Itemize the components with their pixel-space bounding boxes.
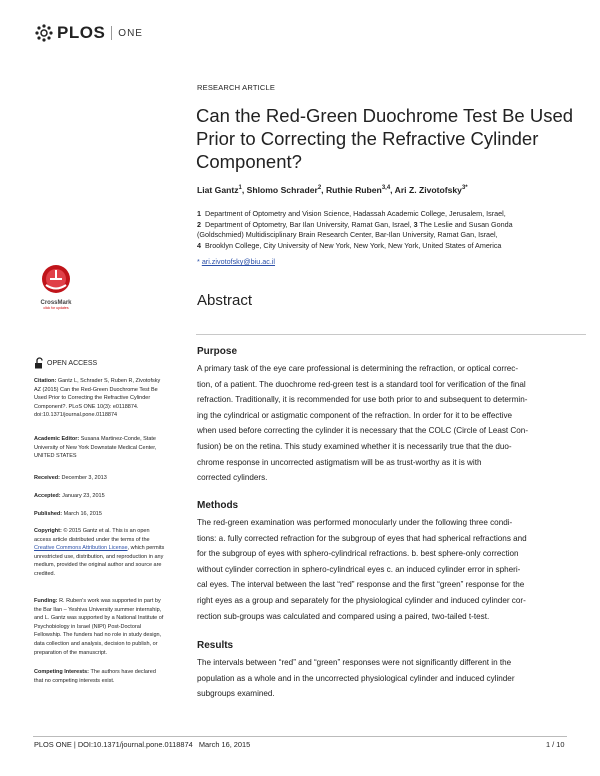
copyright-block xyxy=(34,527,189,579)
footer-divider xyxy=(33,736,567,737)
open-access-label: OPEN ACCESS xyxy=(47,359,98,367)
text-line: ing the cylindrical or astigmatic component of the refraction. In order for it to be effective xyxy=(197,410,513,420)
text-line: The red-green examination was performed monocularly under the following three condi- xyxy=(197,518,513,527)
funding-text: preparation of the manuscript. xyxy=(34,649,108,656)
editor-label: Academic Editor: xyxy=(34,436,80,442)
purpose-heading: Purpose xyxy=(197,346,238,357)
text-line: The intervals between “red” and “green” responses were not significantly different in the xyxy=(197,658,512,667)
competing-label: Competing Interests: xyxy=(34,669,90,675)
results-paragraph xyxy=(197,655,585,702)
text-line: tions: a. fully corrected refraction for the subgroup of eyes that had spherical refractions and xyxy=(197,533,527,543)
text-line: right eyes as a group and separately for the physiological cylinder and induced cylinder cor- xyxy=(197,595,526,605)
footer-citation: PLOS ONE | DOI:10.1371/journal.pone.0118874 March 16, 2015 xyxy=(34,740,251,749)
plos-dots-icon xyxy=(34,23,54,43)
methods-paragraph xyxy=(197,515,585,624)
citation-label: Citation: xyxy=(34,378,57,384)
author-name[interactable]: Ruthie Ruben xyxy=(325,185,382,195)
text-line: subgroups examined. xyxy=(197,689,275,699)
competing-text: that no competing interests exist. xyxy=(34,677,115,684)
affiliation-line: (Goldschmied) Multidisciplinary Brain Research Center, Bar-Ilan University, Ramat Gan, Israel, xyxy=(197,230,498,240)
crossmark-label: CrossMark xyxy=(40,300,72,306)
funding-text: and L. Gantz was supported by a National Institute of xyxy=(34,615,164,622)
text-line: fusion) be on the retina. This study examined whether it is necessarily true that the duo- xyxy=(197,441,512,451)
purpose-paragraph xyxy=(197,361,585,486)
academic-editor-block xyxy=(34,435,189,461)
copyright-text: medium, provided the original author and source are xyxy=(34,562,162,569)
open-access-badge xyxy=(34,357,97,369)
abstract-heading: Abstract xyxy=(197,292,253,309)
text-line: cal eyes. The interval between the last “red” response and the first “green” response for the xyxy=(197,580,525,590)
author-name[interactable]: Shlomo Schrader xyxy=(246,185,318,195)
citation-text: Component?. PLoS ONE 10(3): e0118874. xyxy=(34,403,139,410)
copyright-text: , which permits xyxy=(127,545,165,552)
corresponding-star: * xyxy=(197,257,200,266)
results-heading: Results xyxy=(197,640,234,651)
copyright-text: access article distributed under the terms of the xyxy=(34,536,150,543)
published-date xyxy=(34,510,189,519)
funding-label: Funding: xyxy=(34,598,58,604)
author-affil-sup: 3,4 xyxy=(381,185,391,192)
citation-text: doi:10.1371/journal.pone.0118874 xyxy=(34,412,118,419)
funding-text: data collection and analysis, decision to publish, or xyxy=(34,640,158,647)
author-name[interactable]: Liat Gantz xyxy=(197,185,239,195)
affiliation-line: 1 Department of Optometry and Vision Science, Hadassah Academic College, Jerusalem, Israel, xyxy=(197,209,506,218)
text-line: for the subgroup of eyes with sphero-cylindrical refractions. b. best sphere-only correction xyxy=(197,549,519,559)
text-line: chrome response in uncorrected astigmatism will be as trust-worthy as it is with xyxy=(197,457,482,467)
accepted-label: Accepted: xyxy=(34,493,61,499)
journal-logo[interactable] xyxy=(34,23,143,43)
text-line: refraction. Traditionally, it is recommended for use both prior to and subsequent to determin- xyxy=(197,395,528,405)
funding-text: the Bar Ilan – Yeshiva University summer internship, xyxy=(34,606,162,613)
accepted-value: January 23, 2015 xyxy=(62,493,105,499)
citation-block xyxy=(34,377,189,420)
title-line: Can the Red-Green Duochrome Test Be Used xyxy=(196,105,574,126)
copyright-text: unrestricted use, distribution, and reproduction in any xyxy=(34,553,164,560)
author-list: Liat Gantz$^1$, Shlomo Schrader$^2$, Ruthie Ruben$^{3,4}$, Ari Z. Zivotofsky$^{3*}$ xyxy=(197,185,468,195)
funding-text: Fellowship. The funders had no role in study design, xyxy=(34,632,162,639)
open-lock-icon xyxy=(34,357,44,369)
author-affil-sup: 2 xyxy=(317,185,322,192)
text-line: corrected cylinders. xyxy=(197,473,268,483)
editor-text: Susana Martinez-Conde, State xyxy=(80,436,156,442)
brand-name: PLOS xyxy=(57,23,106,42)
methods-heading: Methods xyxy=(197,500,239,511)
published-label: Published: xyxy=(34,511,63,517)
corresponding-email xyxy=(197,257,275,266)
section-divider xyxy=(196,334,586,335)
email-link[interactable]: ari.zivotofsky@biu.ac.il xyxy=(201,257,276,266)
crossmark-sublabel: click for updates xyxy=(43,306,69,310)
author-affil-sup: 1 xyxy=(238,185,242,192)
text-line: A primary task of the eye care professional is determining the refraction, or optical correc- xyxy=(197,364,519,373)
competing-text: The authors have declared xyxy=(90,669,156,675)
affiliation-line: 4 Brooklyn College, City University of New York, New York, New York, United States of America xyxy=(197,240,502,250)
journal-name: ONE xyxy=(118,27,143,39)
copyright-label: Copyright: xyxy=(34,528,62,534)
received-date xyxy=(34,474,189,483)
citation-text: Used Prior to Correcting the Refractive Cylinder xyxy=(34,395,151,402)
text-line: tion, of a patient. The duochrome red-green test is a standard tool for verification of the final xyxy=(197,379,526,389)
received-label: Received: xyxy=(34,475,60,481)
funding-text: Psychobiology in Israel (NIPI) Post-Doctoral xyxy=(34,623,141,630)
copyright-text: credited. xyxy=(34,570,56,577)
text-line: when used before correcting the cylinder it is necessary that the COLC (Circle of Least Con- xyxy=(197,426,529,436)
accepted-date xyxy=(34,492,189,501)
article-type: RESEARCH ARTICLE xyxy=(197,83,276,92)
author-affil-sup: 3* xyxy=(461,185,468,192)
editor-text: UNITED STATES xyxy=(34,453,77,460)
license-link[interactable]: Creative Commons Attribution License xyxy=(34,545,128,552)
citation-text: AZ (2015) Can the Red-Green Duochrome Test Be xyxy=(34,386,158,393)
logo-divider xyxy=(111,26,112,40)
author-name[interactable]: Ari Z. Zivotofsky xyxy=(394,185,462,195)
funding-text: R. Ruben's work was supported in part by xyxy=(59,598,161,604)
funding-block xyxy=(34,597,189,657)
title-line: Component? xyxy=(196,151,302,172)
competing-interests-block xyxy=(34,668,189,685)
affiliation-line: 2 Department of Optometry, Bar Ilan University, Ramat Gan, Israel, 3 The Leslie and Susan Gonda xyxy=(197,219,513,229)
copyright-text: © 2015 Gantz et al. This is an open xyxy=(63,528,150,534)
title-line: Prior to Correcting the Refractive Cylinder xyxy=(196,128,539,149)
page-number: 1 / 10 xyxy=(546,740,565,749)
published-value: March 16, 2015 xyxy=(63,511,102,517)
crossmark-icon xyxy=(41,264,71,294)
text-line: rection sub-groups was calculated and compared using a paired, two-tailed t-test. xyxy=(197,611,490,621)
citation-text: Gantz L, Schrader S, Ruben R, Zivotofsky xyxy=(57,378,161,384)
editor-text: University of New York Downstate Medical Center, xyxy=(34,444,157,451)
article-title xyxy=(196,104,586,173)
crossmark-badge[interactable] xyxy=(35,264,77,310)
text-line: without cylinder correction in sphero-cylindrical eyes c. an induced cylinder error in spheri- xyxy=(197,564,521,574)
text-line: population as a whole and in the uncorrected physiological cylinder and induced cylinder xyxy=(197,673,515,683)
received-value: December 3, 2013 xyxy=(61,475,107,481)
affiliations xyxy=(197,209,577,251)
